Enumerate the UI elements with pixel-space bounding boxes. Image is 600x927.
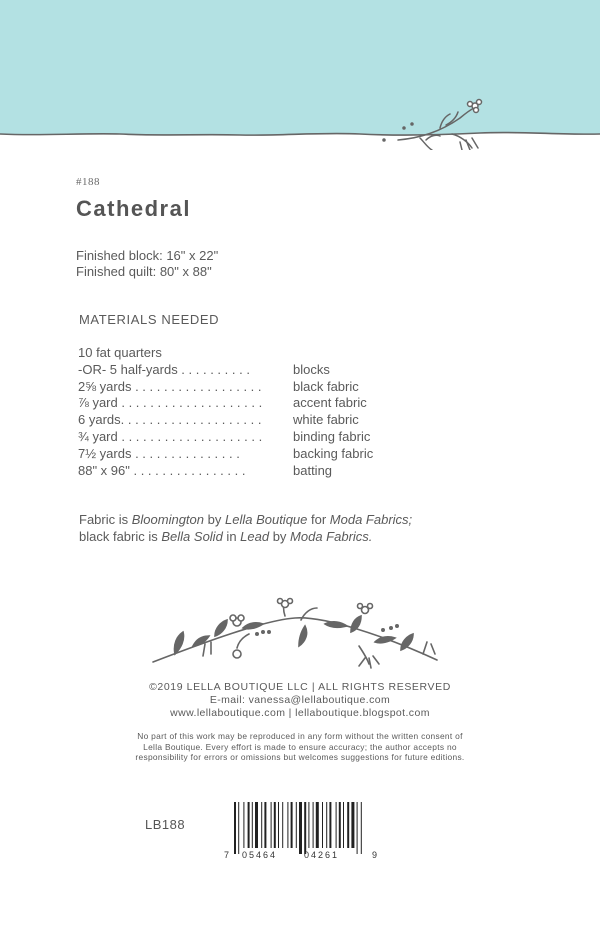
materials-row bbox=[78, 345, 373, 362]
barcode-bar bbox=[264, 802, 266, 848]
materials-row bbox=[78, 463, 373, 480]
material-use: accent fabric bbox=[293, 395, 367, 411]
barcode-digit-lead: 7 bbox=[224, 850, 230, 860]
solid-name: Bella Solid bbox=[161, 529, 223, 544]
barcode-bar bbox=[339, 802, 341, 848]
barcode-bar bbox=[282, 802, 283, 848]
finished-sizes bbox=[76, 248, 218, 280]
barcode-bar bbox=[287, 802, 288, 848]
barcode-digit-check: 9 bbox=[372, 850, 378, 860]
barcode-digits-left: 05464 bbox=[242, 850, 278, 860]
barcode-bar bbox=[351, 802, 354, 848]
material-use: white fabric bbox=[293, 412, 359, 428]
material-use: binding fabric bbox=[293, 428, 371, 444]
barcode-bar bbox=[234, 802, 236, 854]
material-quantity: 2⅝ yards . . . . . . . . . . . . . . . . . . bbox=[78, 378, 262, 394]
barcode-bar bbox=[308, 802, 309, 848]
barcode-bar bbox=[304, 802, 306, 854]
material-quantity: 6 yards. . . . . . . . . . . . . . . . . . . . bbox=[78, 412, 262, 428]
designer-name: Lella Boutique bbox=[224, 512, 308, 527]
web-links: www.lellaboutique.com | lellaboutique.blogspot.com bbox=[170, 707, 430, 719]
barcode-bar bbox=[243, 802, 244, 848]
barcode-bar bbox=[329, 802, 331, 848]
barcode-bar bbox=[238, 802, 239, 854]
materials-row bbox=[78, 362, 373, 379]
banner-fill bbox=[0, 0, 600, 135]
materials-row bbox=[78, 395, 373, 412]
barcode-bar bbox=[278, 802, 279, 848]
materials-row bbox=[78, 446, 373, 463]
fabric-note bbox=[79, 511, 412, 545]
barcode-bar bbox=[291, 802, 293, 848]
header-banner bbox=[0, 0, 600, 150]
materials-row bbox=[78, 379, 373, 396]
material-quantity: -OR- 5 half-yards . . . . . . . . . . bbox=[78, 361, 250, 377]
contact-block bbox=[0, 694, 600, 720]
barcode-bars bbox=[234, 802, 362, 854]
materials-list bbox=[78, 345, 373, 479]
collection-name: Bloomington bbox=[131, 512, 205, 527]
barcode-digits-right: 04261 bbox=[304, 850, 340, 860]
floral-vine-icon bbox=[145, 596, 445, 670]
fabric-note-line-1: Fabric is Bloomington by Lella Boutique for Moda Fabrics; bbox=[79, 512, 413, 527]
barcode-bar bbox=[343, 802, 344, 848]
copyright-line: ©2019 LELLA BOUTIQUE LLC | ALL RIGHTS RESERVED bbox=[149, 681, 451, 693]
barcode-bar bbox=[299, 802, 302, 854]
barcode-bar bbox=[347, 802, 349, 848]
manufacturer-name-2: Moda Fabrics. bbox=[290, 529, 373, 544]
barcode-bar bbox=[248, 802, 250, 848]
barcode-bar bbox=[361, 802, 362, 854]
material-quantity: ¾ yard . . . . . . . . . . . . . . . . . . . . bbox=[78, 428, 263, 444]
material-quantity: 7½ yards . . . . . . . . . . . . . . . bbox=[78, 445, 240, 461]
barcode-bar bbox=[313, 802, 314, 848]
materials-heading: MATERIALS NEEDED bbox=[79, 312, 220, 327]
barcode-bar bbox=[261, 802, 262, 848]
pattern-number: #188 bbox=[76, 176, 100, 188]
barcode-bar bbox=[357, 802, 358, 854]
email-line: E-mail: vanessa@lellaboutique.com bbox=[209, 694, 391, 706]
finished-block: Finished block: 16" x 22" bbox=[76, 248, 219, 263]
fabric-note-line-2: black fabric is Bella Solid in Lead by Moda Fabrics. bbox=[79, 529, 373, 544]
material-quantity: ⅞ yard . . . . . . . . . . . . . . . . . . . . bbox=[78, 395, 263, 411]
material-quantity: 10 fat quarters bbox=[78, 345, 162, 360]
barcode-bar bbox=[326, 802, 327, 848]
material-quantity: 88" x 96" . . . . . . . . . . . . . . . . bbox=[78, 462, 246, 478]
barcode-bar bbox=[274, 802, 276, 848]
materials-row bbox=[78, 412, 373, 429]
material-use: black fabric bbox=[293, 378, 359, 394]
disclaimer: No part of this work may be reproduced in any form without the written consent of Lella Boutique. Every effort is made to ensure accuracy; the author accepts no responsibility for errors or omissions but welcomes suggestions for future editions. bbox=[135, 731, 465, 762]
finished-quilt: Finished quilt: 80" x 88" bbox=[76, 264, 212, 279]
material-use: blocks bbox=[293, 361, 330, 377]
material-use: backing fabric bbox=[293, 445, 374, 461]
barcode-bar bbox=[252, 802, 253, 848]
pattern-title: Cathedral bbox=[76, 196, 191, 221]
manufacturer-name: Moda Fabrics; bbox=[329, 512, 413, 527]
barcode-icon bbox=[222, 800, 382, 862]
barcode-bar bbox=[296, 802, 297, 848]
materials-row bbox=[78, 429, 373, 446]
barcode-bar bbox=[316, 802, 319, 848]
product-sku: LB188 bbox=[145, 817, 186, 832]
material-use: batting bbox=[293, 462, 333, 478]
barcode-bar bbox=[336, 802, 337, 848]
barcode-bar bbox=[322, 802, 323, 848]
barcode-bar bbox=[271, 802, 272, 848]
color-name: Lead bbox=[240, 529, 270, 544]
barcode-bar bbox=[255, 802, 258, 848]
